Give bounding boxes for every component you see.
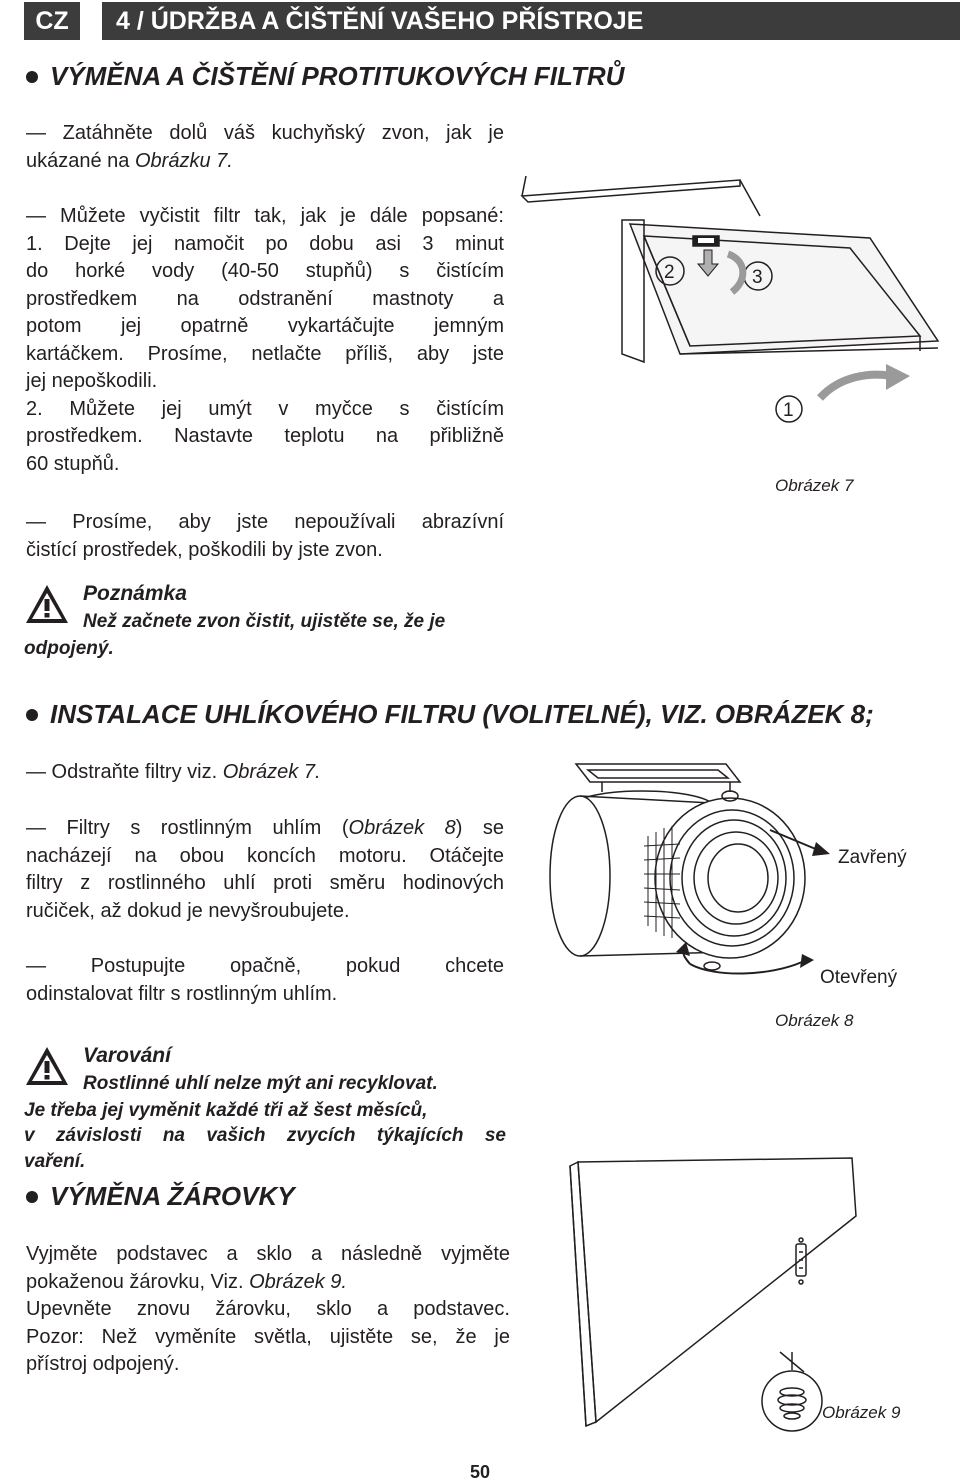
section-title-bulb: VÝMĚNA ŽÁROVKY: [50, 1181, 295, 1211]
warning-text-line: vaření.: [24, 1151, 86, 1172]
warning-title: Varování: [83, 1044, 171, 1067]
figure-9-hood-bulb: [556, 1156, 876, 1432]
figure-step-label: 3: [752, 267, 763, 288]
label-open: Otevřený: [820, 967, 898, 988]
figure-7-filter-removal: [520, 176, 960, 466]
figure-step-label: 2: [664, 262, 675, 283]
paragraph-cleaning-steps: — Můžete vyčistit filtr tak, jak je dále popsané: 1. Dejte jej namočit po dobu asi 3 minut do horké vody (40-50 stupňů) s čistícím prostředkem na odstranění mastnoty a potom jej opatrně vykartáčujte jemným kartáčkem. Prosíme, netlačte příliš, aby jste jej nepoškodili. 2. Můžete jej umýt v myčce s čistícím prostředkem. Nastavte teplotu na přibližně 60 stupňů.: [26, 205, 504, 475]
note-text-line: odpojený.: [24, 638, 114, 659]
bullet-icon: [26, 1191, 38, 1203]
figure-7-caption: Obrázek 7: [775, 476, 854, 495]
section-title-carbon-filter: INSTALACE UHLÍKOVÉHO FILTRU (VOLITELNÉ), VIZ. OBRÁZEK 8;: [50, 699, 874, 729]
warning-triangle-icon: [24, 582, 70, 626]
figure-8-caption: Obrázek 8: [775, 1011, 854, 1030]
figure-8-motor-carbon-filter: [540, 756, 840, 976]
label-closed: Zavřený: [838, 847, 907, 868]
warning-triangle-icon: [24, 1044, 70, 1088]
paragraph-reverse: — Postupujte opačně, pokud chcete odinstalovat filtr s rostlinným uhlím.: [26, 955, 504, 1005]
warning-text-line: Je třeba jej vyměnit každé tři až šest měsíců,: [24, 1100, 428, 1121]
warning-text-line: Rostlinné uhlí nelze mýt ani recyklovat.: [83, 1073, 438, 1094]
figure-step-label: 1: [783, 400, 794, 421]
paragraph-carbon-filters: — Filtry s rostlinným uhlím (Obrázek 8) se nacházejí na obou koncích motoru. Otáčejte filtry z rostlinného uhlí proti směru hodinových ručiček, až dokud je nevyšroubujete.: [26, 817, 505, 922]
bullet-icon: [26, 709, 38, 721]
paragraph-no-abrasive: — Prosíme, aby jste nepoužívali abrazívní čistící prostředek, poškodili by jste zvon.: [26, 511, 504, 561]
warning-text-line: v závislosti na vašich zvycích týkajících se: [24, 1125, 506, 1146]
note-title: Poznámka: [83, 582, 187, 605]
paragraph-remove-filters: — Odstraňte filtry viz. Obrázek 7.: [26, 761, 321, 783]
note-text-line: Než začnete zvon čistit, ujistěte se, že je: [83, 611, 446, 632]
figure-9-caption: Obrázek 9: [822, 1403, 901, 1422]
paragraph-pull-down: [26, 120, 504, 175]
text-line: ukázané na Obrázku 7.: [26, 149, 233, 172]
language-badge: CZ: [24, 2, 80, 40]
page-number: 50: [469, 1462, 491, 1482]
section-title-filters: VÝMĚNA A ČIŠTĚNÍ PROTITUKOVÝCH FILTRŮ: [50, 61, 625, 91]
text-line: — Zatáhněte dolů váš kuchyňský zvon, jak je: [26, 122, 504, 144]
bullet-icon: [26, 71, 38, 83]
paragraph-bulb-replacement: Vyjměte podstavec a sklo a následně vyjměte pokaženou žárovku, Viz. Obrázek 9. Upevněte znovu žárovku, sklo a podstavec. Pozor: Než vyměníte světla, ujistěte se, že je přístroj odpojený.: [26, 1243, 510, 1375]
chapter-title: 4 / ÚDRŽBA A ČIŠTĚNÍ VAŠEHO PŘÍSTROJE: [102, 2, 960, 40]
